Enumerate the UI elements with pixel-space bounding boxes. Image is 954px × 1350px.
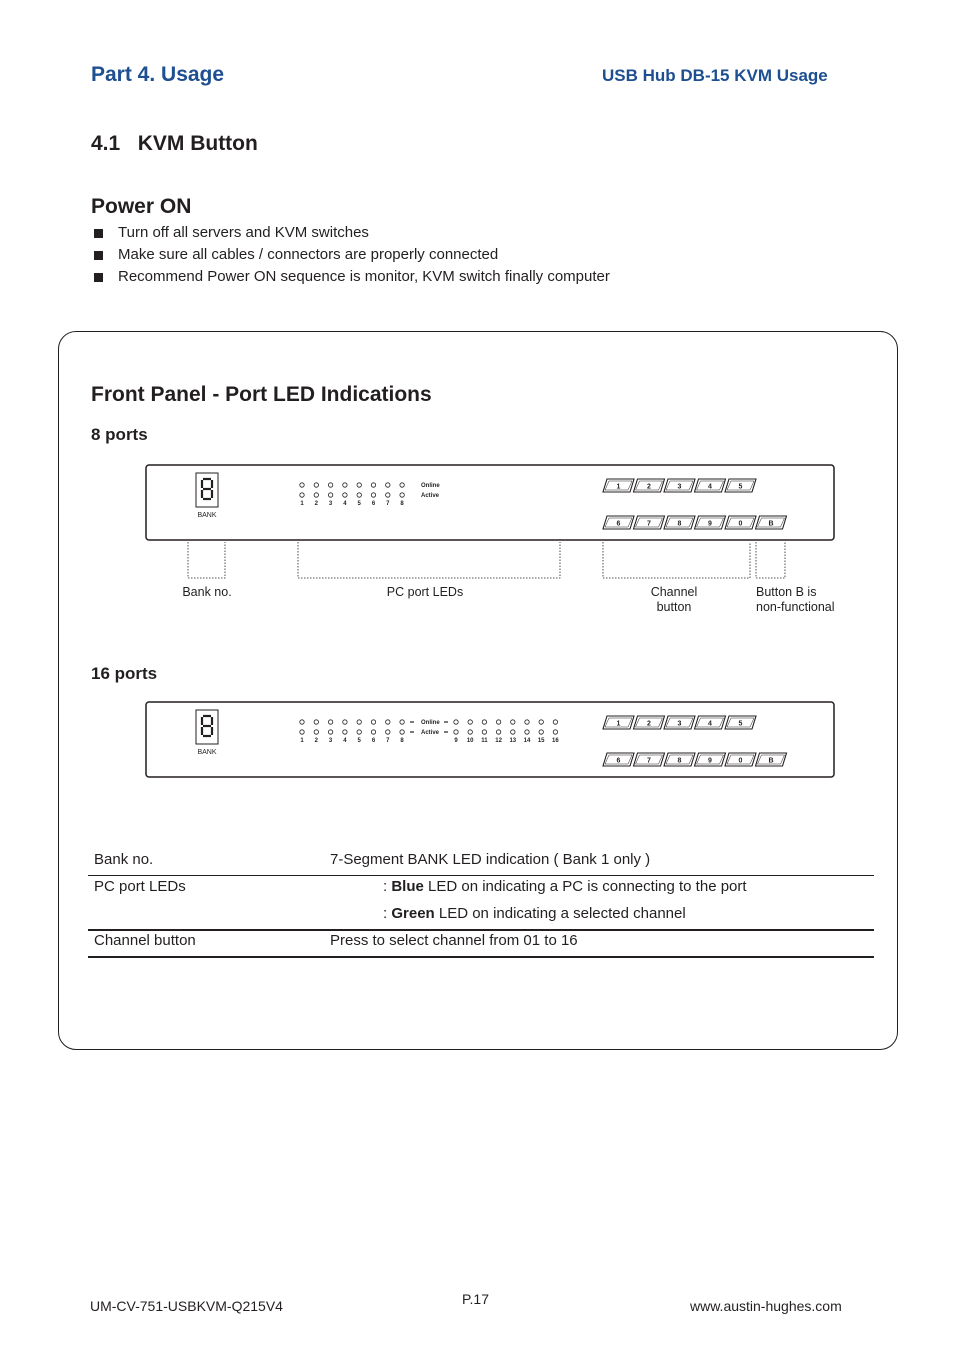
button-label: 1 [616,483,621,491]
online-label: Online [421,720,440,726]
section-heading: 4.1 KVM Button [91,132,258,155]
button-label: 0 [738,520,743,528]
list-item: Recommend Power ON sequence is monitor, KVM switch finally computer [92,266,610,288]
led-number: 1 [300,738,304,744]
led-number: 4 [343,501,347,507]
button-label: 6 [616,520,621,528]
ports16-title: 16 ports [91,664,158,683]
led-number: 2 [314,501,318,507]
led-number: 11 [481,738,488,744]
legend-row-pc-green [88,900,874,927]
callout-pc-leds-label: PC port LEDs [386,585,464,599]
led-number: 16 [552,738,559,744]
led-number: 10 [466,738,474,744]
footer-doc-id: UM-CV-751-USBKVM-Q215V4 [90,1298,283,1314]
button-label: B [768,757,774,765]
legend-pc-blue: : Blue LED on indicating a PC is connecting to the port [383,878,747,895]
callout-bank-label: Bank no. [182,585,232,599]
legend-pc-label: PC port LEDs [94,878,186,895]
legend-channel-desc: Press to select channel from 01 to 16 [330,932,578,949]
led-number: 7 [386,738,390,744]
led-number: 15 [537,738,545,744]
button-label: 3 [677,720,682,728]
led-number: 8 [400,738,404,744]
led-number: 6 [371,738,376,744]
led-number: 13 [509,738,517,744]
header-section-title: USB Hub DB-15 KVM Usage [602,66,828,85]
button-label: 0 [738,757,743,765]
legend-bank-label: Bank no. [94,851,154,868]
button-label: 5 [738,483,743,491]
button-label: 4 [708,483,712,491]
button-label: 4 [708,720,712,728]
button-label: 9 [708,520,712,528]
list-item: Turn off all servers and KVM switches [92,222,610,244]
legend-bank-desc: 7-Segment BANK LED indication ( Bank 1 only ) [330,851,651,868]
led-number: 5 [357,738,361,744]
legend-divider [88,956,874,958]
footer-page-number: P.17 [462,1291,489,1307]
list-item: Make sure all cables / connectors are properly connected [92,244,610,266]
button-label: 2 [647,720,651,728]
button-label: 5 [738,720,743,728]
ports8-title: 8 ports [91,425,148,444]
legend-row-channel [88,927,874,954]
bullet-square-icon [94,273,103,282]
callout-channel-label: button [656,600,692,614]
led-number: 7 [386,501,390,507]
active-label: Active [421,493,440,499]
power-on-list [92,222,610,288]
led-number: 14 [523,738,531,744]
power-on-title: Power ON [91,195,192,218]
led-number: 3 [328,501,333,507]
led-number: 12 [495,738,502,744]
button-label: 7 [647,757,651,765]
led-number: 1 [300,501,304,507]
button-label: 1 [616,720,621,728]
footer-website: www.austin-hughes.com [690,1298,842,1314]
legend-row-bank [88,846,874,873]
button-label: 6 [616,757,621,765]
bank-label: BANK [197,749,217,756]
button-label: 2 [647,483,651,491]
led-number: 4 [343,738,347,744]
button-label: 3 [677,483,682,491]
button-label: 8 [677,757,682,765]
led-number: 5 [357,501,361,507]
online-label: Online [421,483,440,489]
button-label: B [768,520,774,528]
button-label: 9 [708,757,712,765]
front-panel-title: Front Panel - Port LED Indications [91,383,432,406]
legend-table [88,846,874,954]
callout-buttonb-label: Button B is [756,585,817,599]
bullet-square-icon [94,229,103,238]
led-number: 8 [400,501,404,507]
callout-channel-label: Channel [650,585,698,599]
active-label: Active [421,730,440,736]
part-title: Part 4. Usage [91,63,225,86]
led-number: 9 [454,738,458,744]
bank-label: BANK [197,512,217,519]
legend-channel-label: Channel button [94,932,196,949]
led-number: 6 [371,501,376,507]
bullet-square-icon [94,251,103,260]
led-number: 3 [328,738,333,744]
led-number: 2 [314,738,318,744]
legend-row-pc [88,873,874,900]
button-label: 7 [647,520,651,528]
callout-buttonb-label: non-functional [756,600,835,614]
legend-pc-green: : Green LED on indicating a selected channel [383,905,686,922]
button-label: 8 [677,520,682,528]
